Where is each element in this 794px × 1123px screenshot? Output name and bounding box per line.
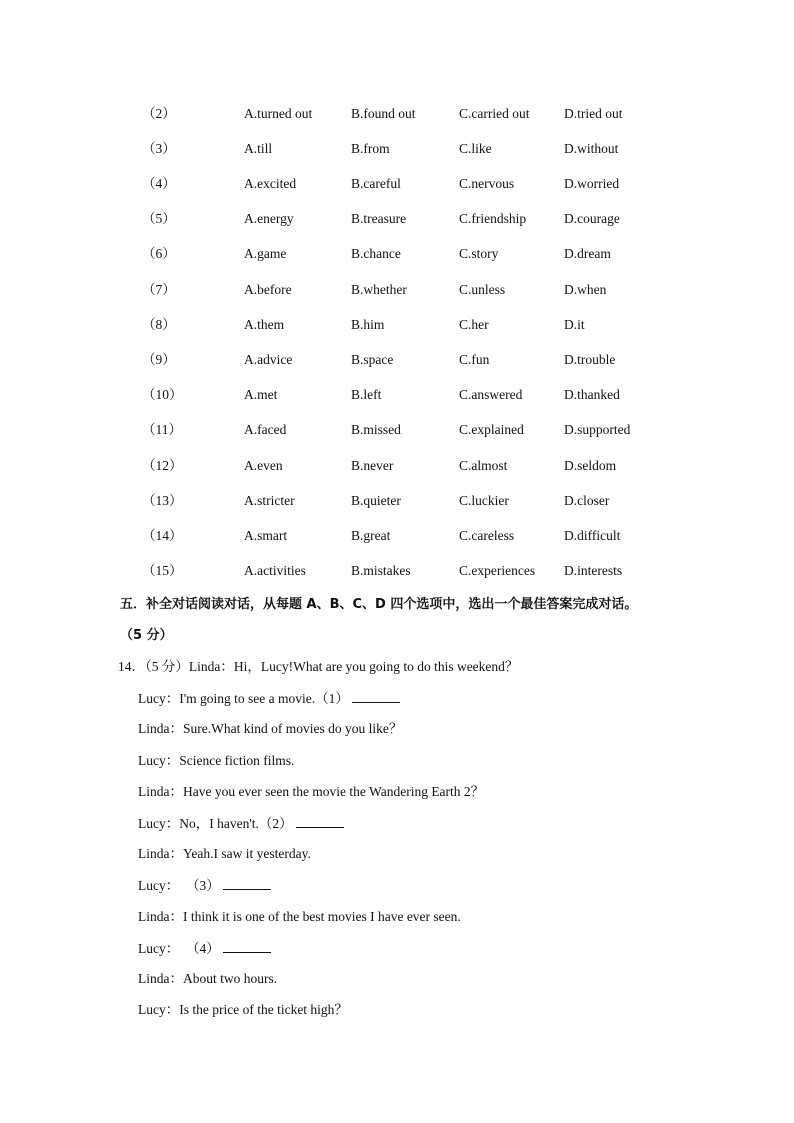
item-number: （13） bbox=[142, 493, 183, 508]
dialogue-text: Linda：About two hours. bbox=[138, 971, 278, 986]
question-prefix: 14．（5 分） bbox=[118, 659, 189, 674]
item-number: （5） bbox=[142, 211, 176, 226]
answer-blank[interactable] bbox=[223, 875, 271, 890]
option-c: C.luckier bbox=[459, 493, 509, 508]
option-b: B.from bbox=[351, 141, 390, 156]
option-row bbox=[0, 315, 794, 335]
option-c: C.story bbox=[459, 246, 499, 261]
option-d: D.tried out bbox=[564, 106, 623, 121]
option-d: D.trouble bbox=[564, 352, 616, 367]
item-number: （6） bbox=[142, 246, 176, 261]
option-c: C.almost bbox=[459, 458, 508, 473]
option-c: C.like bbox=[459, 141, 492, 156]
option-c: C.fun bbox=[459, 352, 490, 367]
option-d: D.difficult bbox=[564, 528, 621, 543]
option-c: C.careless bbox=[459, 528, 515, 543]
option-a: A.advice bbox=[244, 352, 293, 367]
dialogue-text: Lucy：Science fiction films. bbox=[138, 753, 295, 768]
option-b: B.mistakes bbox=[351, 563, 411, 578]
dialogue-text: Lucy： （3） bbox=[138, 878, 220, 893]
option-row bbox=[0, 104, 794, 124]
dialogue-line bbox=[138, 751, 294, 771]
option-a: A.excited bbox=[244, 176, 297, 191]
option-b: B.quieter bbox=[351, 493, 401, 508]
dialogue-line bbox=[138, 875, 271, 896]
option-d: D.when bbox=[564, 282, 607, 297]
option-d: D.supported bbox=[564, 422, 631, 437]
option-a: A.stricter bbox=[244, 493, 295, 508]
option-a: A.till bbox=[244, 141, 273, 156]
option-row bbox=[0, 244, 794, 264]
section-score: （5 分） bbox=[120, 628, 173, 643]
option-row bbox=[0, 385, 794, 405]
option-a: A.them bbox=[244, 317, 285, 332]
option-d: D.thanked bbox=[564, 387, 620, 402]
option-b: B.whether bbox=[351, 282, 407, 297]
option-c: C.unless bbox=[459, 282, 506, 297]
option-a: A.energy bbox=[244, 211, 294, 226]
item-number: （12） bbox=[142, 458, 183, 473]
dialogue-line bbox=[138, 844, 311, 864]
option-b: B.careful bbox=[351, 176, 401, 191]
answer-blank[interactable] bbox=[223, 938, 271, 953]
dialogue-line bbox=[138, 719, 402, 739]
item-number: （4） bbox=[142, 176, 176, 191]
dialogue-line bbox=[138, 938, 271, 959]
option-d: D.courage bbox=[564, 211, 620, 226]
dialogue-line bbox=[138, 907, 461, 927]
item-number: （14） bbox=[142, 528, 183, 543]
item-number: （3） bbox=[142, 141, 176, 156]
question-line bbox=[118, 657, 518, 677]
option-c: C.answered bbox=[459, 387, 523, 402]
option-b: B.him bbox=[351, 317, 385, 332]
dialogue-text: Lucy：I'm going to see a movie.（1） bbox=[138, 691, 349, 706]
option-a: A.before bbox=[244, 282, 292, 297]
dialogue-line bbox=[138, 782, 484, 802]
option-b: B.great bbox=[351, 528, 391, 543]
answer-blank[interactable] bbox=[296, 813, 344, 828]
option-a: A.even bbox=[244, 458, 283, 473]
option-a: A.game bbox=[244, 246, 287, 261]
option-c: C.carried out bbox=[459, 106, 530, 121]
option-row bbox=[0, 209, 794, 229]
option-d: D.worried bbox=[564, 176, 620, 191]
option-d: D.closer bbox=[564, 493, 610, 508]
dialogue-line bbox=[138, 969, 277, 989]
option-c: C.friendship bbox=[459, 211, 527, 226]
option-b: B.treasure bbox=[351, 211, 407, 226]
option-b: B.space bbox=[351, 352, 394, 367]
option-d: D.interests bbox=[564, 563, 623, 578]
item-number: （15） bbox=[142, 563, 183, 578]
dialogue-text: Lucy： （4） bbox=[138, 941, 220, 956]
option-d: D.without bbox=[564, 141, 619, 156]
option-a: A.activities bbox=[244, 563, 306, 578]
dialogue-line bbox=[138, 1000, 348, 1020]
option-a: A.turned out bbox=[244, 106, 313, 121]
dialogue-text: Linda：Have you ever seen the movie the Wandering Earth 2？ bbox=[138, 784, 485, 799]
option-a: A.faced bbox=[244, 422, 287, 437]
dialogue-text: Lucy：No，I haven't.（2） bbox=[138, 816, 293, 831]
option-d: D.seldom bbox=[564, 458, 617, 473]
option-row bbox=[0, 174, 794, 194]
option-a: A.met bbox=[244, 387, 278, 402]
option-d: D.it bbox=[564, 317, 585, 332]
option-b: B.found out bbox=[351, 106, 416, 121]
dialogue-text: Linda：Yeah.I saw it yesterday. bbox=[138, 846, 311, 861]
dialogue-text: Lucy：Is the price of the ticket high？ bbox=[138, 1002, 348, 1017]
item-number: （2） bbox=[142, 106, 176, 121]
item-number: （11） bbox=[142, 422, 182, 437]
item-number: （10） bbox=[142, 387, 183, 402]
option-row bbox=[0, 456, 794, 476]
option-row bbox=[0, 526, 794, 546]
option-row bbox=[0, 139, 794, 159]
option-a: A.smart bbox=[244, 528, 288, 543]
option-c: C.explained bbox=[459, 422, 524, 437]
dialogue-text: Linda：I think it is one of the best movies I have ever seen. bbox=[138, 909, 461, 924]
item-number: （7） bbox=[142, 282, 176, 297]
section-title: 五．补全对话阅读对话，从每题 A、B、C、D 四个选项中，选出一个最佳答案完成对话。 bbox=[120, 597, 638, 612]
option-row bbox=[0, 491, 794, 511]
item-number: （9） bbox=[142, 352, 176, 367]
dialogue-line bbox=[138, 688, 400, 709]
option-c: C.experiences bbox=[459, 563, 536, 578]
option-d: D.dream bbox=[564, 246, 611, 261]
option-c: C.nervous bbox=[459, 176, 515, 191]
option-b: B.missed bbox=[351, 422, 401, 437]
item-number: （8） bbox=[142, 317, 176, 332]
option-row bbox=[0, 280, 794, 300]
option-b: B.never bbox=[351, 458, 394, 473]
dialogue-text: Linda：Sure.What kind of movies do you like？ bbox=[138, 721, 403, 736]
answer-blank[interactable] bbox=[352, 688, 400, 703]
option-b: B.left bbox=[351, 387, 382, 402]
option-row bbox=[0, 350, 794, 370]
dialogue-line bbox=[138, 813, 344, 834]
option-row bbox=[0, 561, 794, 581]
question-text: Linda：Hi，Lucy!What are you going to do this weekend？ bbox=[188, 659, 519, 674]
option-b: B.chance bbox=[351, 246, 401, 261]
option-c: C.her bbox=[459, 317, 489, 332]
option-row bbox=[0, 420, 794, 440]
